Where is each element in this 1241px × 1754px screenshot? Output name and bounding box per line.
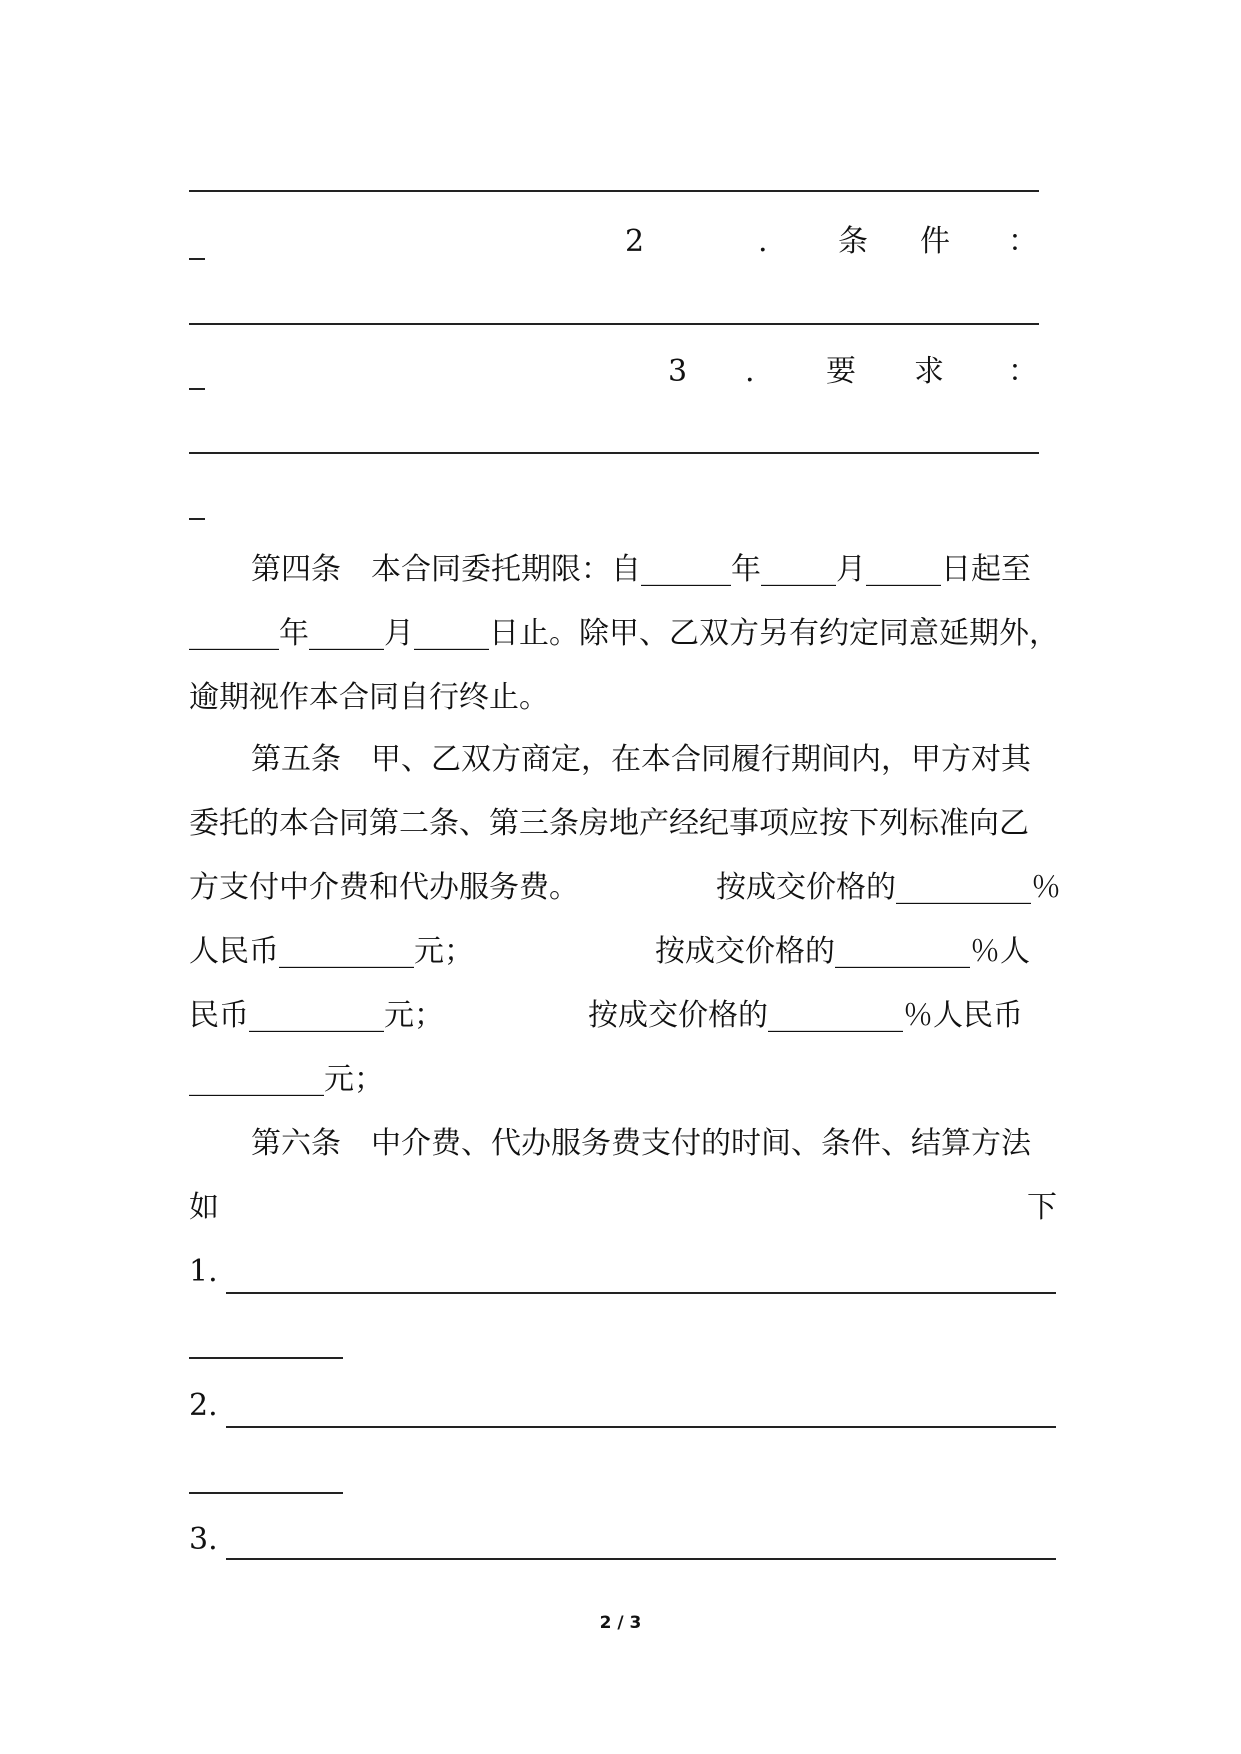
article-4-line-1: 第四条 本合同委托期限：自______年_____月_____日起至 bbox=[251, 552, 1031, 587]
article-6-line-1: 第六条 中介费、代办服务费支付的时间、条件、结算方法 bbox=[251, 1126, 1031, 1161]
article-6-left-char: 如 bbox=[189, 1190, 219, 1225]
article-5-line-1: 第五条 甲、乙双方商定，在本合同履行期间内，甲方对其 bbox=[251, 742, 1031, 777]
payment-item-1-number: 1. bbox=[189, 1254, 218, 1289]
blank-rule bbox=[189, 323, 1039, 325]
item-3-colon: ： bbox=[1008, 354, 1038, 389]
item-2-char-1: 条 bbox=[838, 224, 868, 259]
article-5-line-6: _________元； bbox=[189, 1062, 384, 1097]
blank-rule-short bbox=[189, 388, 205, 390]
article-5-line-3 bbox=[189, 856, 1089, 920]
blank-rule-short bbox=[189, 258, 205, 260]
payment-item-3 bbox=[189, 1508, 1057, 1572]
blank-rule-short bbox=[189, 518, 205, 520]
page-number: 2 / 3 bbox=[599, 1613, 642, 1633]
payment-item-1 bbox=[189, 1240, 1057, 1304]
item-2-number: 2 bbox=[625, 224, 645, 259]
item-2-dot: . bbox=[758, 224, 768, 259]
payment-item-3-number: 3. bbox=[189, 1522, 218, 1557]
article-4-line-3: 逾期视作本合同自行终止。 bbox=[189, 680, 549, 715]
article-6-line-2 bbox=[189, 1176, 1057, 1240]
fee-rate-1-text: 按成交价格的_________％ bbox=[716, 870, 1061, 905]
blank-rule bbox=[189, 452, 1039, 454]
fee-amount-1-text: 人民币_________元； bbox=[189, 934, 474, 969]
item-2-char-2: 件 bbox=[920, 224, 950, 259]
fee-rate-3-text: 按成交价格的_________％人民币 bbox=[588, 998, 1023, 1033]
payment-item-2 bbox=[189, 1374, 1057, 1438]
item-3-char-2: 求 bbox=[914, 354, 944, 389]
item-2-colon: ： bbox=[1008, 224, 1038, 259]
blank-rule bbox=[189, 1357, 343, 1359]
fee-amount-2-text: 民币_________元； bbox=[189, 998, 444, 1033]
article-5-line-5 bbox=[189, 984, 1057, 1048]
item-3-char-1: 要 bbox=[826, 354, 856, 389]
article-4-line-2: ______年_____月_____日止。除甲、乙双方另有约定同意延期外， bbox=[189, 616, 1059, 651]
article-6-right-char: 下 bbox=[1027, 1190, 1057, 1225]
payment-item-2-number: 2. bbox=[189, 1388, 218, 1423]
blank-rule bbox=[226, 1292, 1056, 1294]
item-3-dot: . bbox=[745, 354, 755, 389]
item-3-number: 3 bbox=[668, 354, 688, 389]
blank-rule bbox=[189, 190, 1039, 192]
fee-intro-text: 方支付中介费和代办服务费。 bbox=[189, 870, 579, 905]
blank-rule bbox=[189, 1492, 343, 1494]
article-5-line-2: 委托的本合同第二条、第三条房地产经纪事项应按下列标准向乙 bbox=[189, 806, 1029, 841]
fee-rate-2-text: 按成交价格的_________％人 bbox=[655, 934, 1030, 969]
blank-rule bbox=[226, 1558, 1056, 1560]
article-5-line-4 bbox=[189, 920, 1057, 984]
blank-rule bbox=[226, 1426, 1056, 1428]
